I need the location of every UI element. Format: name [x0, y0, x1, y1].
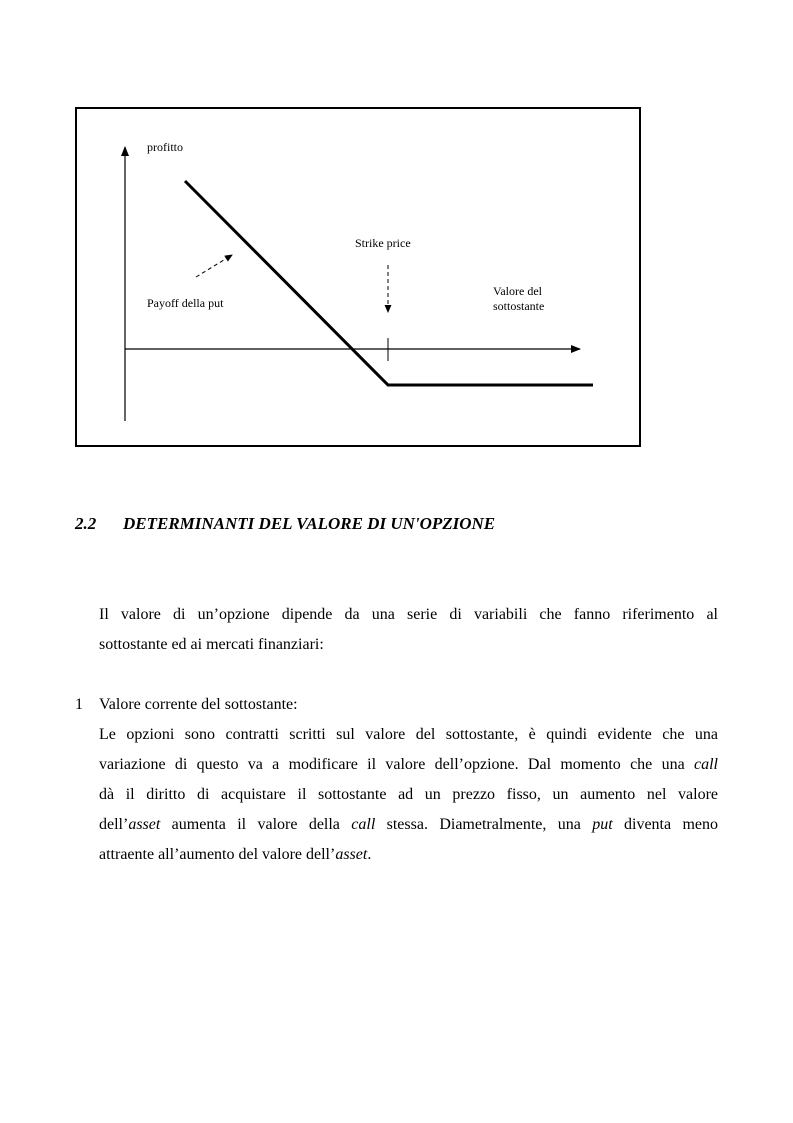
- body-text: aumenta il valore della: [160, 816, 352, 833]
- intro-line-2: sottostante ed ai mercati finanziari:: [99, 636, 324, 653]
- x-axis-label-line1: Valore del: [493, 284, 542, 298]
- payoff-dashed-arrow: [196, 255, 232, 277]
- italic-term: put: [592, 816, 613, 833]
- body-text: attraente all’aumento del valore dell’: [99, 846, 336, 863]
- body-line-3: dà il diritto di acquistare il sottostante ad un prezzo fisso, un aumento nel valore: [99, 786, 718, 803]
- body-line-2: [99, 750, 718, 780]
- put-payoff-line: [185, 181, 593, 385]
- body-line-1: Le opzioni sono contratti scritti sul valore del sottostante, è quindi evidente che una: [99, 726, 718, 743]
- body-line-5: [99, 840, 718, 870]
- body-text: diventa meno: [612, 816, 719, 833]
- put-payoff-figure: [75, 107, 641, 447]
- x-axis-label-line2: sottostante: [493, 299, 545, 313]
- list-item-title: Valore corrente del sottostante:: [99, 696, 298, 713]
- section-title: DETERMINANTI DEL VALORE DI UN'OPZIONE: [123, 514, 496, 533]
- x-axis-label: [493, 284, 573, 314]
- body-text: variazione di questo va a modificare il valore dell’opzione. Dal momento che una: [99, 756, 694, 773]
- italic-term: call: [694, 756, 718, 773]
- list-item-body: [99, 720, 718, 870]
- strike-price-label: Strike price: [355, 236, 411, 250]
- payoff-diagram: [77, 109, 639, 445]
- italic-term: asset: [335, 846, 368, 863]
- y-axis-label: profitto: [147, 140, 183, 154]
- section-number: 2.2: [75, 514, 97, 533]
- section-heading: [75, 514, 495, 534]
- intro-paragraph: [75, 600, 718, 660]
- intro-line-1: Il valore di un’opzione dipende da una serie di variabili che fanno riferimento al: [99, 606, 718, 623]
- body-text: .: [367, 846, 372, 863]
- italic-term: call: [351, 816, 376, 833]
- italic-term: asset: [128, 816, 161, 833]
- body-text: stessa. Diametralmente, una: [375, 816, 593, 833]
- body-line-4: [99, 810, 718, 840]
- body-text: dell’: [99, 816, 129, 833]
- list-item-number: 1: [75, 696, 83, 713]
- payoff-label: Payoff della put: [147, 296, 224, 310]
